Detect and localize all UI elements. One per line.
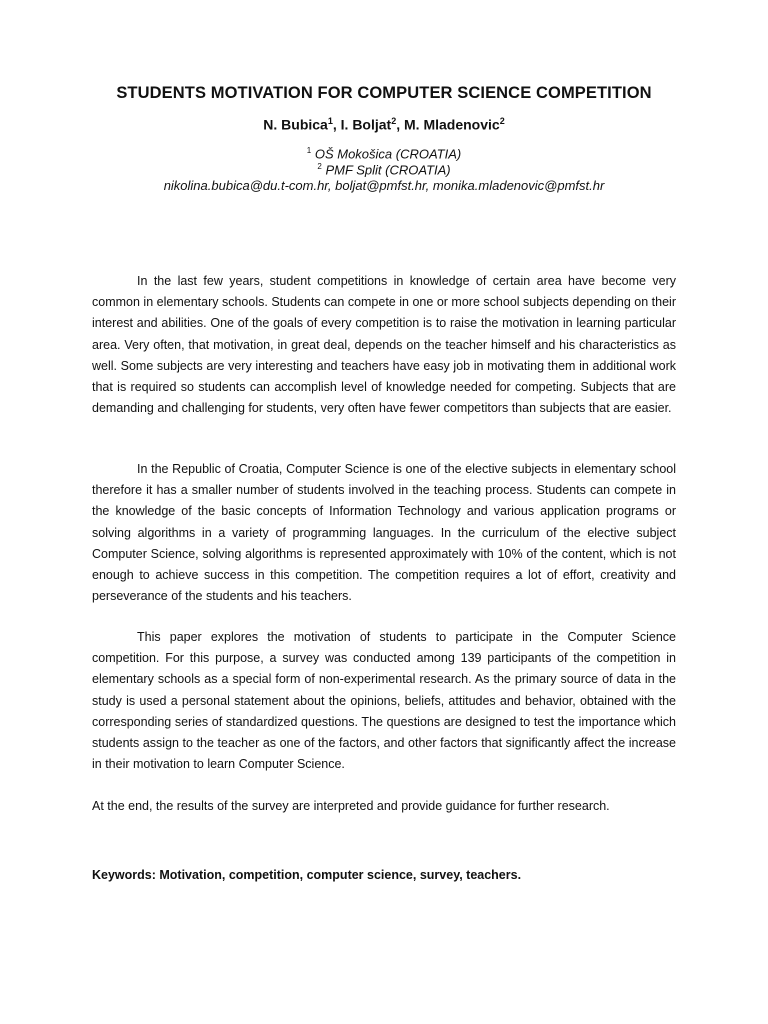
paper-title: STUDENTS MOTIVATION FOR COMPUTER SCIENCE COMPETITION [116, 84, 652, 102]
abstract-paragraph-4: At the end, the results of the survey are interpreted and provide guidance for further research. [92, 799, 610, 813]
author-affiliation-mark: 1 [327, 116, 333, 126]
abstract-paragraph-2: In the Republic of Croatia, Computer Science is one of the elective subjects in elementary school therefore it has a smaller number of students involved in the teaching process. Students can compete in the knowledge of the basic concepts of Information Technology and various application programs or solving algorithms in a variety of programming languages. In the curriculum of the elective subject Computer Science, solving algorithms is represented approximately with 10% of the content, which is not enough to achieve success in this competition. The competition requires a lot of effort, creativity and perseverance of the students and his teachers. [92, 462, 676, 604]
author-emails: nikolina.bubica@du.t-com.hr, boljat@pmfst.hr, monika.mladenovic@pmfst.hr [163, 178, 605, 193]
author-affiliation-mark: 2 [499, 116, 505, 126]
author-affiliation-mark: 2 [391, 116, 397, 126]
abstract-paragraph-1: In the last few years, student competitions in knowledge of certain area have become very common in elementary schools. Students can compete in one or more school subjects depending on their interest and abilities. One of the goals of every competition is to raise the motivation in learning particular area. Very often, that motivation, in great deal, depends on the teacher himself and his characteristics as well. Some subjects are very interesting and teachers have easy job in motivating them in additional work that is required so students can accomplish level of knowledge needed for competing. Subjects that are demanding and challenging for students, very often have fewer competitors than subjects that are easier. [92, 274, 676, 416]
author-name: M. Mladenovic [404, 116, 500, 133]
author-list [0, 116, 768, 133]
affiliation-1 [0, 146, 768, 161]
affiliation-mark: 2 [317, 162, 322, 171]
author-separator: , [332, 116, 341, 133]
keywords-line: Keywords: Motivation, competition, computer science, survey, teachers. [92, 868, 522, 882]
affiliation-mark: 1 [306, 146, 312, 155]
author-name: N. Bubica [263, 116, 328, 133]
affiliation-text: PMF Split (CROATIA) [325, 162, 451, 178]
affiliation-text: OŠ Mokošica (CROATIA) [314, 146, 462, 162]
abstract-paragraph-3: This paper explores the motivation of students to participate in the Computer Science competition. For this purpose, a survey was conducted among 139 participants of the competition in elementary schools as a special form of non-experimental research. As the primary source of data in the study is used a personal statement about the opinions, beliefs, attitudes and behavior, obtained with the corresponding series of standardized questions. The questions are designed to test the importance which students assign to the teacher as one of the factors, and other factors that significantly affect the increase in their motivation to learn Computer Science. [92, 630, 676, 772]
author-separator: , [396, 116, 405, 133]
affiliation-2 [0, 162, 768, 177]
author-name: I. Boljat [340, 116, 392, 133]
